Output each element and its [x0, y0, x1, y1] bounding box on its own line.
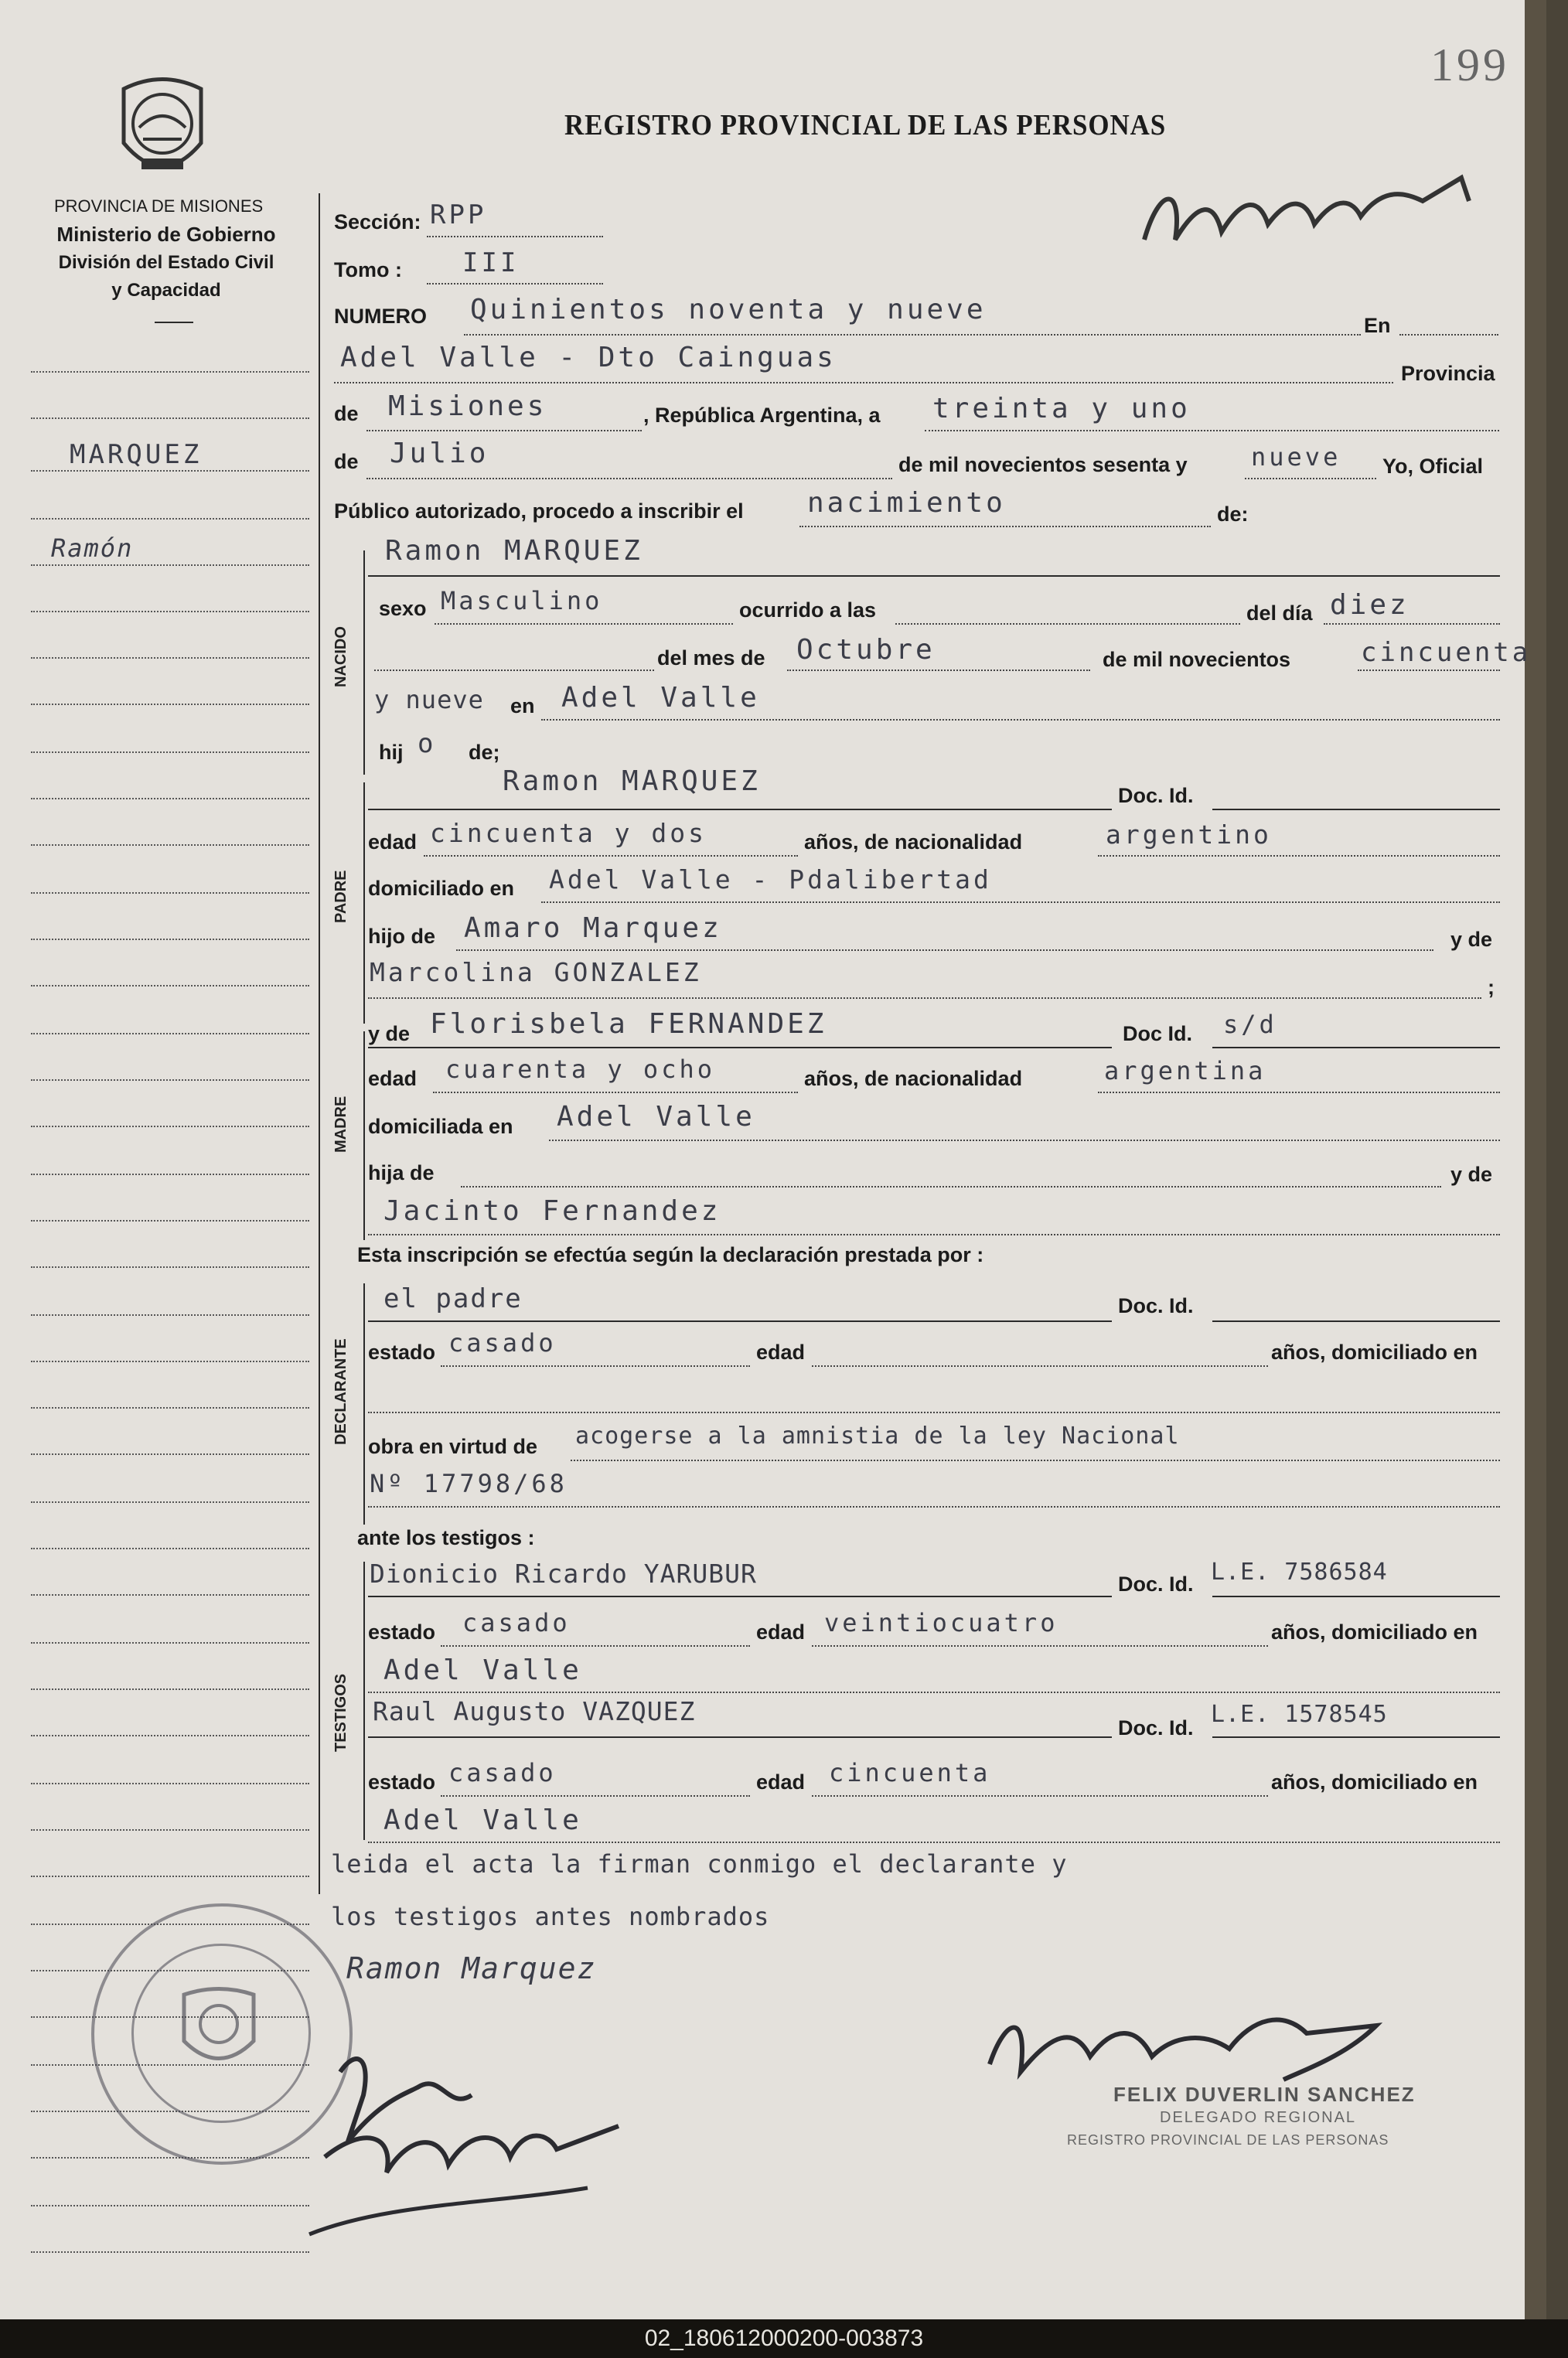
label-de-hij: de; [469, 741, 500, 764]
madre-doc-line [1212, 1047, 1500, 1048]
sexo-line [435, 623, 733, 625]
section-label-testigos: TESTIGOS [332, 1673, 349, 1752]
label-testigo2-doc: Doc. Id. [1118, 1716, 1194, 1740]
label-testigo1-doc: Doc. Id. [1118, 1573, 1194, 1596]
value-testigo2-edad: cincuenta [829, 1758, 991, 1787]
value-lugar-nac: Adel Valle [561, 682, 760, 714]
label-padre-doc: Doc. Id. [1118, 784, 1194, 807]
org-line-1: PROVINCIA DE MISIONES [54, 196, 264, 216]
value-provincia: Misiones [388, 390, 547, 422]
testigos-bracket [363, 1562, 365, 1840]
padre-nac-line [1098, 855, 1500, 857]
value-mes-acta: Julio [390, 438, 489, 469]
label-de-mil: de mil novecientos [1103, 648, 1291, 671]
label-declarante-anos: años, domiciliado en [1271, 1341, 1478, 1364]
label-declarante-edad: edad [756, 1341, 806, 1364]
value-madre-nac: argentina [1104, 1056, 1266, 1085]
value-madre-nombre: Florisbela FERNANDEZ [430, 1008, 827, 1040]
value-declarante-estado: casado [448, 1328, 557, 1358]
label-de-provincia: de [334, 402, 359, 425]
value-obra: acogerse a la amnistia de la ley Nacional [575, 1423, 1180, 1450]
official-stamp-title: DELEGADO REGIONAL [1160, 2109, 1357, 2126]
value-tomo: III [462, 247, 520, 278]
value-madre-edad: cuarenta y ocho [445, 1055, 715, 1084]
label-madre-edad: edad [368, 1067, 418, 1090]
value-mes: Octubre [796, 634, 936, 666]
value-testigo1-doc: L.E. 7586584 [1211, 1559, 1388, 1586]
org-divider [155, 322, 193, 323]
label-en: En [1364, 314, 1391, 337]
label-madre-anos: años, de nacionalidad [804, 1067, 1023, 1090]
seal-emblem-icon [169, 1979, 269, 2080]
mes-acta-line [366, 478, 892, 479]
value-madre-madre: Jacinto Fernandez [383, 1195, 721, 1227]
value-padre-padre: Amaro Marquez [464, 912, 722, 944]
label-yo-oficial: Yo, Oficial [1382, 455, 1484, 478]
madre-bracket [363, 1031, 365, 1240]
margin-given-name: Ramón [51, 533, 134, 563]
value-hij-suffix: o [418, 728, 437, 759]
value-padre-edad: cincuenta y dos [430, 818, 707, 848]
value-numero: Quinientos noventa y nueve [470, 294, 987, 325]
declarante-estado-line [441, 1365, 750, 1367]
value-anio-acta: nueve [1251, 442, 1341, 472]
testigo1-estado-line [441, 1645, 750, 1647]
value-lugar: Adel Valle - Dto Cainguas [340, 342, 837, 373]
label-madre-yde-2: y de [1450, 1163, 1493, 1186]
margin-surname: MARQUEZ [70, 439, 203, 470]
page-number: 199 [1430, 39, 1509, 90]
value-anio: cincuenta [1361, 637, 1532, 668]
label-padre-anos: años, de nacionalidad [804, 830, 1023, 854]
anio-line [1358, 670, 1500, 671]
declarante-dom-line [368, 1412, 1500, 1413]
label-hij: hij [379, 741, 404, 764]
label-testigo1-edad: edad [756, 1620, 806, 1644]
label-sexo: sexo [379, 597, 427, 620]
dia-acta-line [925, 430, 1499, 431]
declarante-line [368, 1320, 1112, 1322]
numero-line [464, 334, 1361, 336]
declarante-edad-line [812, 1365, 1268, 1367]
main-column-rule [319, 193, 320, 1894]
label-testigo2-estado: estado [368, 1770, 436, 1794]
section-label-padre: PADRE [332, 870, 349, 924]
label-provincia: Provincia [1401, 362, 1495, 385]
label-republica: , República Argentina, a [643, 404, 881, 427]
seccion-line [427, 236, 603, 237]
inscripto-line [368, 575, 1500, 577]
label-del-dia: del día [1246, 601, 1313, 625]
page-title: REGISTRO PROVINCIAL DE LAS PERSONAS [564, 109, 1167, 141]
testigo1-line [368, 1596, 1112, 1597]
label-seccion: Sección: [334, 210, 421, 233]
label-padre-dom: domiciliado en [368, 877, 515, 900]
en-line [1399, 334, 1498, 336]
value-padre-nombre: Ramon MARQUEZ [503, 765, 761, 797]
label-testigo2-edad: edad [756, 1770, 806, 1794]
mes-line [787, 670, 1090, 671]
testigo1-edad-line [812, 1645, 1268, 1647]
scan-footer-id: 02_180612000200-003873 [0, 2319, 1568, 2358]
madre-madre-line [368, 1234, 1500, 1235]
declarante-bracket [363, 1283, 365, 1525]
label-ante: ante los testigos : [357, 1526, 535, 1549]
section-label-madre: MADRE [332, 1096, 349, 1153]
padre-doc-line [1212, 809, 1500, 810]
label-padre-hijo: hijo de [368, 925, 435, 948]
padre-bracket [363, 782, 365, 1024]
value-padre-madre: Marcolina GONZALEZ [370, 957, 702, 987]
label-tomo: Tomo : [334, 258, 402, 281]
obra-cont-line [368, 1506, 1500, 1508]
value-madre-dom: Adel Valle [557, 1101, 755, 1133]
lugar-nac-line [541, 719, 1500, 721]
provincia-line [366, 430, 642, 431]
value-testigo2-estado: casado [448, 1758, 557, 1787]
value-declarante: el padre [383, 1283, 523, 1314]
padre-dom-line [541, 901, 1500, 903]
value-dia-acta: treinta y uno [932, 393, 1191, 424]
value-testigo1-dom: Adel Valle [383, 1654, 582, 1686]
label-padre-yde: y de [1450, 928, 1493, 951]
value-padre-dom: Adel Valle - Pdalibertad [549, 864, 992, 894]
label-madre-hija: hija de [368, 1161, 435, 1184]
madre-padre-line [461, 1186, 1441, 1188]
label-padre-edad: edad [368, 830, 418, 854]
org-line-2: Ministerio de Gobierno [56, 223, 276, 246]
label-declarante-doc: Doc. Id. [1118, 1294, 1194, 1317]
label-ocurrido: ocurrido a las [739, 598, 877, 622]
label-declaracion: Esta inscripción se efectúa según la declaración prestada por : [357, 1243, 984, 1266]
value-testigo1-estado: casado [462, 1608, 571, 1637]
value-testigo2-dom: Adel Valle [383, 1804, 582, 1836]
pre-mes-line [374, 670, 654, 671]
acto-line [799, 526, 1211, 527]
dia-line [1324, 623, 1500, 625]
declarante-doc-line [1212, 1320, 1500, 1322]
tomo-line [427, 283, 603, 285]
value-acto: nacimiento [807, 487, 1006, 519]
padre-nombre-line [368, 809, 1112, 810]
value-testigo2: Raul Augusto VAZQUEZ [373, 1696, 696, 1726]
label-numero: NUMERO [334, 305, 427, 328]
testigo2-edad-line [812, 1795, 1268, 1797]
madre-dom-line [549, 1140, 1500, 1141]
value-anio-cont: y nueve [374, 685, 484, 714]
padre-padre-line [456, 949, 1433, 951]
testigo2-estado-line [441, 1795, 750, 1797]
org-line-3: División del Estado Civil [58, 252, 274, 273]
official-stamp-name: FELIX DUVERLIN SANCHEZ [1113, 2083, 1416, 2106]
label-declarante-estado: estado [368, 1341, 436, 1364]
witness-signatures [294, 2041, 696, 2273]
madre-edad-line [433, 1092, 798, 1093]
label-madre-yde: y de [368, 1022, 411, 1045]
value-seccion: RPP [430, 199, 487, 230]
value-testigo1-edad: veintiocuatro [824, 1608, 1058, 1637]
org-line-4: y Capacidad [111, 280, 221, 301]
testigo2-line [368, 1736, 1112, 1738]
madre-nombre-line [368, 1047, 1112, 1048]
closing-line-2: los testigos antes nombrados [331, 1902, 770, 1931]
value-dia: diez [1330, 589, 1409, 621]
value-madre-doc: s/d [1223, 1010, 1277, 1039]
hora-line [895, 623, 1240, 625]
declarant-signature: Ramon Marquez [346, 1951, 597, 1985]
value-padre-nac: argentino [1106, 820, 1272, 850]
label-madre-dom: domiciliada en [368, 1115, 513, 1138]
testigo1-doc-line [1212, 1596, 1500, 1597]
label-testigo2-anos: años, domiciliado en [1271, 1770, 1478, 1794]
scan-edge [1525, 0, 1546, 2319]
coat-of-arms-logo [112, 73, 213, 189]
value-obra-cont: Nº 17798/68 [370, 1469, 568, 1498]
madre-nac-line [1098, 1092, 1500, 1093]
label-obra: obra en virtud de [368, 1435, 538, 1458]
testigo2-dom-line [368, 1842, 1500, 1843]
value-inscripto: Ramon MARQUEZ [385, 535, 643, 567]
label-mil-sesenta: de mil novecientos sesenta y [898, 453, 1188, 476]
label-de-mes: de [334, 450, 359, 473]
closing-line-1: leida el acta la firman conmigo el declarante y [331, 1849, 1068, 1879]
testigo2-doc-line [1212, 1736, 1500, 1738]
testigo1-dom-line [368, 1692, 1500, 1693]
label-del-mes: del mes de [657, 646, 765, 670]
official-stamp-org: REGISTRO PROVINCIAL DE LAS PERSONAS [1067, 2132, 1389, 2148]
section-label-nacido: NACIDO [332, 626, 349, 688]
value-testigo2-doc: L.E. 1578545 [1211, 1701, 1388, 1728]
nacido-bracket [363, 550, 365, 775]
section-label-declarante: DECLARANTE [332, 1338, 349, 1445]
label-padre-semicolon: ; [1488, 976, 1495, 999]
label-de-colon: de: [1217, 503, 1249, 526]
value-sexo: Masculino [441, 586, 603, 615]
signature-top [1129, 155, 1484, 271]
padre-edad-line [424, 855, 798, 857]
anio-acta-line [1245, 478, 1376, 479]
padre-madre-line [368, 997, 1481, 999]
label-madre-doc: Doc Id. [1123, 1022, 1193, 1045]
value-testigo1: Dionicio Ricardo YARUBUR [370, 1559, 757, 1589]
label-testigo1-estado: estado [368, 1620, 436, 1644]
obra-line [571, 1460, 1500, 1461]
label-publico: Público autorizado, procedo a inscribir el [334, 499, 744, 523]
label-testigo1-anos: años, domiciliado en [1271, 1620, 1478, 1644]
lugar-line [334, 382, 1393, 383]
label-en-lugar: en [510, 694, 535, 717]
